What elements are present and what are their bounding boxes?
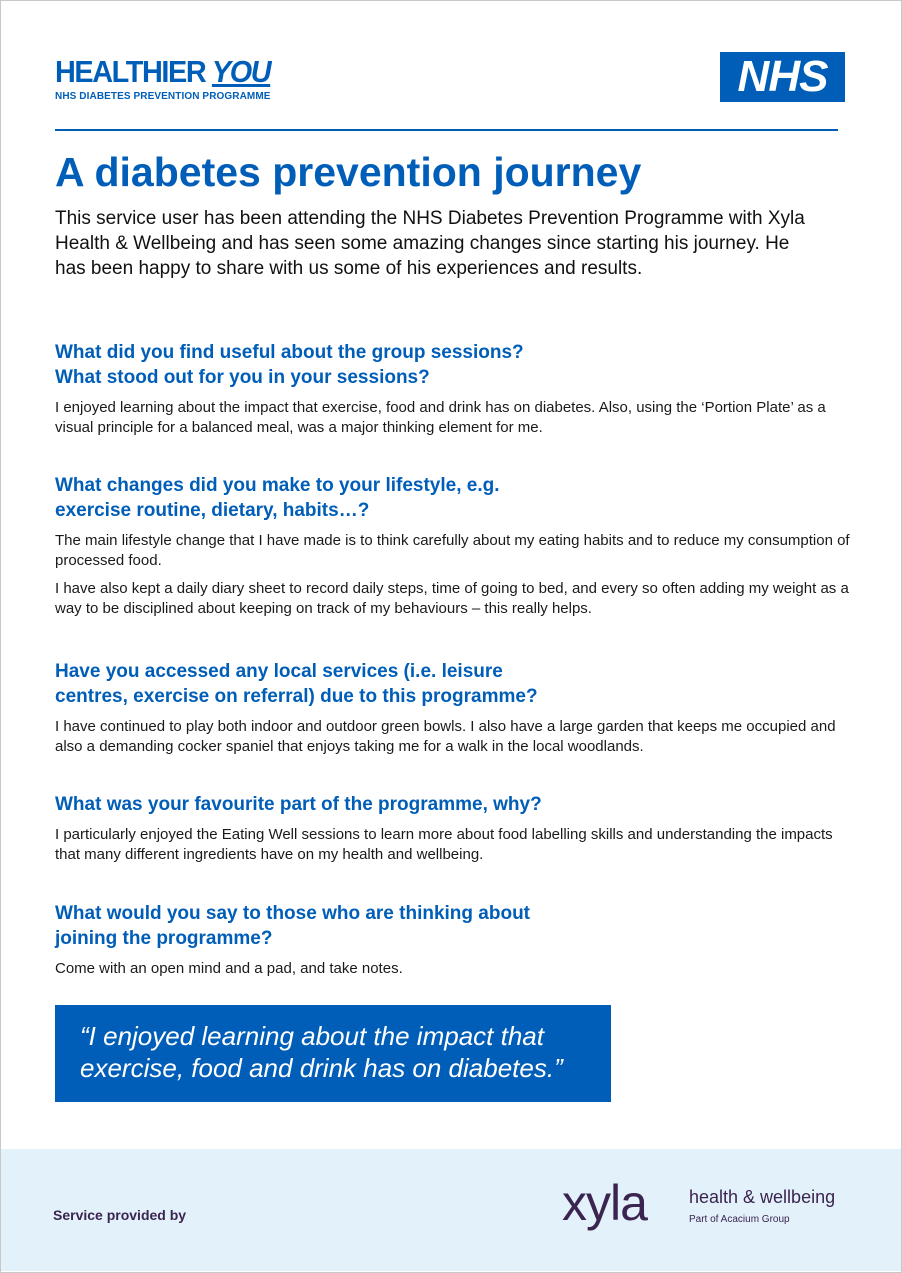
answer-text: The main lifestyle change that I have made is to think carefully about my eating habits and to reduce my consumption of processed food. bbox=[55, 532, 850, 569]
qa-section-changes bbox=[55, 473, 855, 619]
nhs-logo: NHS bbox=[720, 52, 845, 102]
quote-box bbox=[55, 1005, 611, 1102]
pull-quote: “I enjoyed learning about the impact that exercise, food and drink has on diabetes.” bbox=[80, 1021, 563, 1083]
question-heading: What did you find useful about the group sessions? What stood out for you in your sessions? bbox=[55, 342, 524, 388]
answer-text: Come with an open mind and a pad, and take notes. bbox=[55, 960, 403, 977]
answer-text: I particularly enjoyed the Eating Well sessions to learn more about food labelling skills and understanding the impacts that many different ingredients have on my health and wellbeing. bbox=[55, 826, 833, 863]
xyla-logo: xyla bbox=[562, 1175, 647, 1231]
xyla-tagline: health & wellbeing bbox=[689, 1187, 836, 1207]
header-divider bbox=[55, 129, 838, 131]
qa-section-useful bbox=[55, 340, 855, 438]
qa-section-local-services bbox=[55, 659, 855, 757]
question-heading: What would you say to those who are thinking about joining the programme? bbox=[55, 903, 531, 949]
qa-section-advice bbox=[55, 901, 855, 979]
page-title: A diabetes prevention journey bbox=[55, 149, 642, 195]
answer-text: I have continued to play both indoor and outdoor green bowls. I also have a large garden that keeps me occupied and also a demanding cocker spaniel that enjoys taking me for a walk in the local woodlands. bbox=[55, 718, 836, 755]
intro-paragraph: This service user has been attending the NHS Diabetes Prevention Programme with Xyla Health & Wellbeing and has seen some amazing changes since starting his journey. He has been happy to share with us some of his experiences and results. bbox=[55, 208, 805, 279]
service-provided-label: Service provided by bbox=[53, 1207, 187, 1223]
answer-text: I have also kept a daily diary sheet to record daily steps, time of going to bed, and every so often adding my weight as a way to be disciplined about keeping on track of my behaviours – this really helps. bbox=[55, 580, 849, 617]
question-heading: What was your favourite part of the programme, why? bbox=[55, 794, 542, 815]
healthier-you-subtitle: NHS DIABETES PREVENTION PROGRAMME bbox=[55, 91, 271, 102]
footer bbox=[1, 1149, 901, 1271]
healthier-you-wordmark: HEALTHIER YOU bbox=[55, 54, 271, 89]
question-heading: Have you accessed any local services (i.e. leisure centres, exercise on referral) due to this programme? bbox=[55, 661, 538, 707]
question-heading: What changes did you make to your lifestyle, e.g. exercise routine, dietary, habits…? bbox=[55, 475, 500, 521]
healthier-you-logo bbox=[55, 55, 286, 102]
answer-text: I enjoyed learning about the impact that exercise, food and drink has on diabetes. Also, using the ‘Portion Plate’ as a visual principle for a balanced meal, was a major thinking element for me. bbox=[55, 399, 826, 436]
xyla-group-line: Part of Acacium Group bbox=[689, 1214, 790, 1225]
qa-section-favourite bbox=[55, 792, 855, 865]
